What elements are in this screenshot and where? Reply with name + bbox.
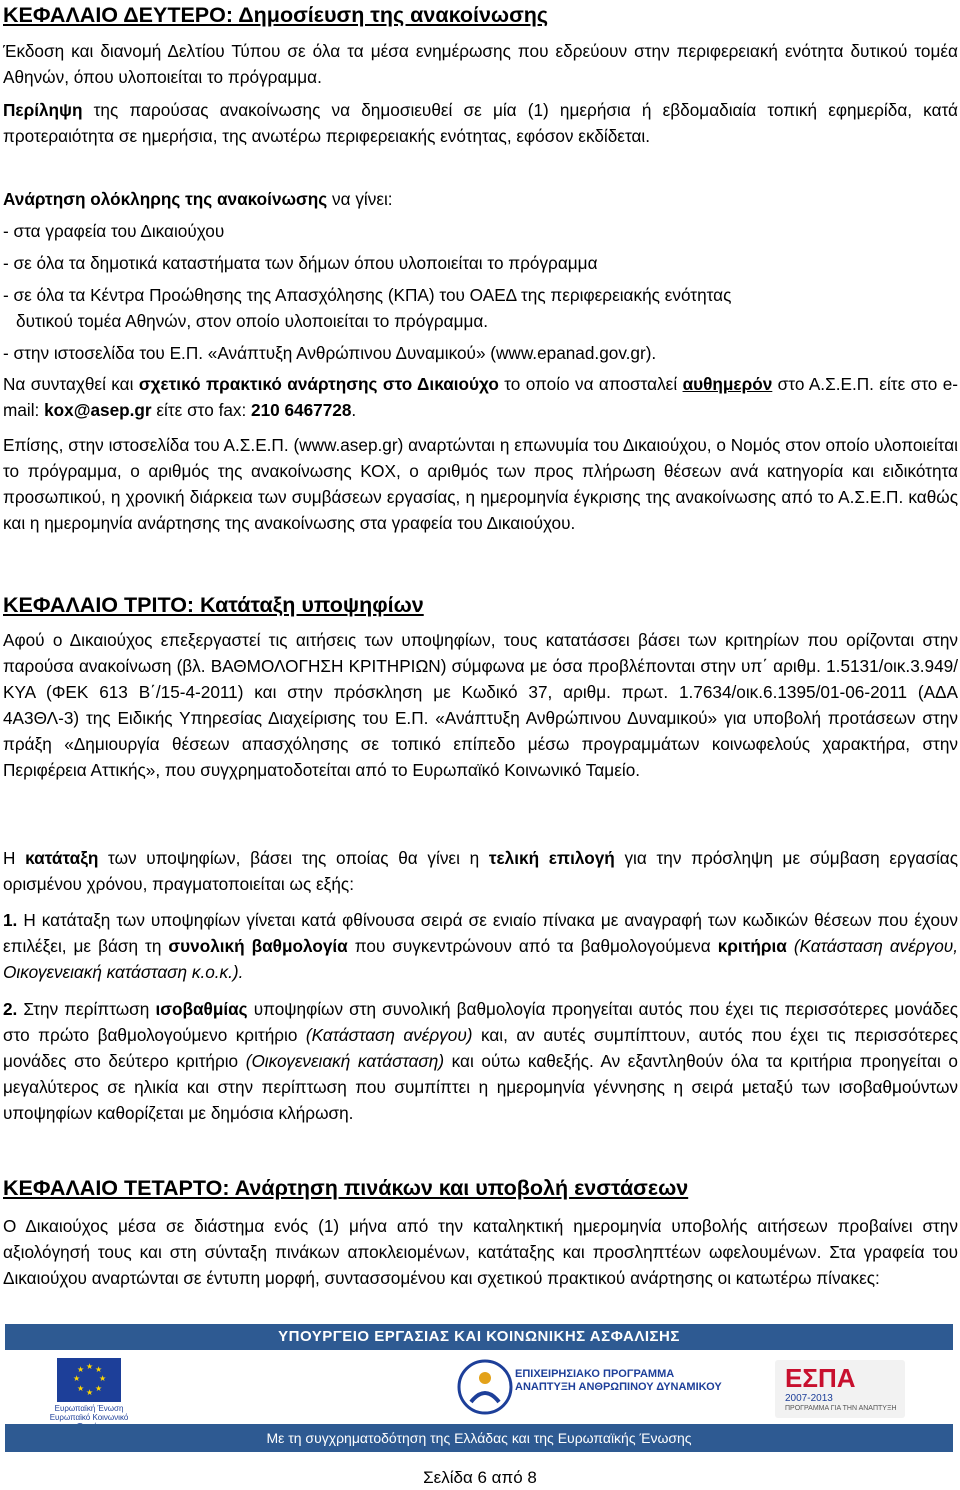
eu-caption: Ευρωπαϊκή Ένωση Ευρωπαϊκό Κοινωνικό: [49, 1404, 129, 1422]
espa-logo: [775, 1360, 905, 1418]
list-item: - στην ιστοσελίδα του Ε.Π. «Ανάπτυξη Ανθρώπινου Δυναμικού» (www.epanad.gov.gr).: [3, 343, 657, 363]
operational-programme-caption: ΕΠΙΧΕΙΡΗΣΙΑΚΟ ΠΡΟΓΡΑΜΜΑ ΑΝΑΠΤΥΞΗ ΑΝΘΡΩΠΙΝΟΥ ΔΥΝΑΜΙΚΟΥ: [515, 1368, 722, 1393]
ministry-title: ΥΠΟΥΡΓΕΙΟ ΕΡΓΑΣΙΑΣ ΚΑΙ ΚΟΙΝΩΝΙΚΗΣ ΑΣΦΑΛΙΣΗΣ: [5, 1324, 953, 1350]
list-item: - σε όλα τα Κέντρα Προώθησης της Απασχόλησης (ΚΠΑ) του ΟΑΕΔ της περιφερειακής ενότητας: [3, 285, 732, 305]
ch3-paragraph-ranking-method: Η κατάταξη των υποψηφίων, βάσει της οποίας θα γίνει η τελική επιλογή για την πρόσληψη με σύμβαση εργασίας ορισμένου χρόνου, πραγματοποιείται ως εξής:: [3, 848, 959, 894]
chapter-3-heading: ΚΕΦΑΛΑΙΟ ΤΡΙΤΟ: Κατάταξη υποψηφίων: [3, 593, 424, 617]
ch2-paragraph-minutes: Να συνταχθεί και σχετικό πρακτικό ανάρτησης στο Δικαιούχο το οποίο να αποσταλεί αυθημερόν στο Α.Σ.Ε.Π. είτε στο e-mail: kox@asep.gr είτε στο fax: 210 6467728.: [3, 374, 959, 420]
posting-bold-term: Ανάρτηση ολόκληρης της ανακοίνωσης: [3, 189, 328, 209]
list-item: - σε όλα τα δημοτικά καταστήματα των δήμων όπου υλοποιείται το πρόγραμμα: [3, 253, 598, 273]
espa-years: 2007-2013: [785, 1393, 833, 1404]
ch2-paragraph-summary: Περίληψη της παρούσας ανακοίνωσης να δημοσιευθεί σε μία (1) ημερήσια ή εβδομαδιαία τοπική εφημερίδα, κατά προτεραιότητα σε ημερήσια, της ανωτέρω περιφερειακής ενότητας, εφόσον εκδίδεται.: [3, 100, 958, 146]
ch3-paragraph-ranking-basis: Αφού ο Δικαιούχος επεξεργαστεί τις αιτήσεις των υποψηφίων, τους κατατάσσει βάσει των κριτηρίων που ορίζονται στην παρούσα ανακοίνωση (βλ. ΒΑΘΜΟΛΟΓΗΣΗ ΚΡΙΤΗΡΙΩΝ) σύμφωνα με όσα προβλέπονται στην υπ΄ αριθμ. 1.5131/οικ.3.949/ΚΥΑ (ΦΕΚ 613 Β΄/15-4-2011) και στην πρόσκληση με Κωδικό 37, αριθμ. πρωτ. 1.7634/οικ.6.1395/01-06-2011 (ΑΔΑ 4Α3ΘΛ-3) της Ειδικής Υπηρεσίας Διαχείρισης του Ε.Π. «Ανάπτυξη Ανθρώπινου Δυναμικού» για υποβολή προτάσεων στην πράξη «Δημιουργία θέσεων απασχόλησης σε τοπικό επίπεδο μέσω προγραμμάτων κοινωφελούς χαρακτήρα, στην Περιφέρεια Αττικής», που συγχρηματοδοτείται από το Ευρωπαϊκό Κοινωνικό Ταμείο.: [3, 630, 958, 780]
ch2-paragraph-asep-website: Επίσης, στην ιστοσελίδα του Α.Σ.Ε.Π. (www.asep.gr) αναρτώνται η επωνυμία του Δικαιούχου, ο Νομός στον οποίο υλοποιείται το πρόγραμμα, ο αριθμός της ανακοίνωσης ΚΟΧ, ο αριθμός των προς πλήρωση θέσεων ανά κατηγορία και ειδικότητα προσωπικού, η χρονική διάρκεια των συμβάσεων εργασίας, η ημερομηνία έγκρισης της ανακοίνωσης από το Α.Σ.Ε.Π. καθώς και η ημερομηνία ανάρτησης της ανακοίνωσης στα γραφεία του Δικαιούχου.: [3, 435, 958, 533]
ch4-paragraph-tables: Ο Δικαιούχος μέσα σε διάστημα ενός (1) μήνα από την καταληκτική ημερομηνία υποβολής αιτήσεων προβαίνει στην αξιολόγησή τους και στη σύνταξη πινάκων αποκλειομένων, κατάταξης και προσληπτέων ωφελουμένων. Στα γραφεία του Δικαιούχου αναρτώνται σε έντυπη μορφή, συντασσομένου και σχετικού πρακτικού ανάρτησης οι κατωτέρω πίνακες:: [3, 1216, 958, 1288]
espa-subtitle: ΠΡΟΓΡΑΜΜΑ ΓΙΑ ΤΗΝ ΑΝΑΠΤΥΞΗ: [785, 1405, 897, 1412]
espa-title: ΕΣΠΑ: [785, 1363, 856, 1393]
eu-flag-icon: ★ ★ ★ ★ ★ ★ ★ ★: [57, 1358, 121, 1402]
funding-banner: [5, 1324, 953, 1452]
list-item: - στα γραφεία του Δικαιούχου: [3, 221, 225, 241]
summary-bold-term: Περίληψη: [3, 100, 83, 120]
ch3-item-2: 2. Στην περίπτωση ισοβαθμίας υποψηφίων στη συνολική βαθμολογία προηγείται αυτός που έχει τις περισσότερες μονάδες στο πρώτο βαθμολογούμενο κριτήριο (Κατάσταση ανέργου) και, αν αυτές συμπίπτουν, αυτός που έχει τις περισσότερες μονάδες στο δεύτερο κριτήριο (Οικογενειακή κατάσταση) και ούτω καθεξής. Αν εξαντληθούν όλα τα κριτήρια προηγείται ο μεγαλύτερος σε ηλικία και στην περίπτωση που συμπίπτει η ημερομηνία γέννησης η σειρά μεταξύ των ισοβαθμούντων υποψηφίων καθορίζεται με δημόσια κλήρωση.: [3, 999, 959, 1123]
posting-list: [3, 218, 958, 366]
ch2-paragraph-press-release: Έκδοση και διανομή Δελτίου Τύπου σε όλα τα μέσα ενημέρωσης που εδρεύουν στην περιφερειακή ενότητα δυτικού τομέα Αθηνών, όπου υλοποιείται το πρόγραμμα.: [3, 41, 958, 87]
ch2-paragraph-posting: Ανάρτηση ολόκληρης της ανακοίνωσης να γίνει:: [3, 189, 393, 209]
cofunding-caption: Με τη συγχρηματοδότηση της Ελλάδας και της Ευρωπαϊκής Ένωσης: [5, 1424, 953, 1452]
page-number: Σελίδα 6 από 8: [423, 1468, 537, 1487]
operational-programme-logo-icon: [455, 1356, 515, 1418]
fax-number: 210 6467728: [251, 400, 352, 420]
list-item-continuation: δυτικού τομέα Αθηνών, στον οποίο υλοποιείται το πρόγραμμα.: [16, 311, 489, 331]
chapter-4-heading: ΚΕΦΑΛΑΙΟ ΤΕΤΑΡΤΟ: Ανάρτηση πινάκων και υποβολή ενστάσεων: [3, 1176, 689, 1200]
chapter-2-heading: ΚΕΦΑΛΑΙΟ ΔΕΥΤΕΡΟ: Δημοσίευση της ανακοίνωσης: [3, 3, 549, 27]
email-address: kox@asep.gr: [44, 400, 152, 420]
ch3-item-1: 1. Η κατάταξη των υποψηφίων γίνεται κατά φθίνουσα σειρά σε ενιαίο πίνακα με αναγραφή των κωδικών θέσεων που έχουν επιλέξει, με βάση τη συνολική βαθμολογία που συγκεντρώνουν από τα βαθμολογούμενα κριτήρια (Κατάσταση ανέργου, Οικογενειακή κατάσταση κ.ο.κ.).: [3, 910, 959, 982]
